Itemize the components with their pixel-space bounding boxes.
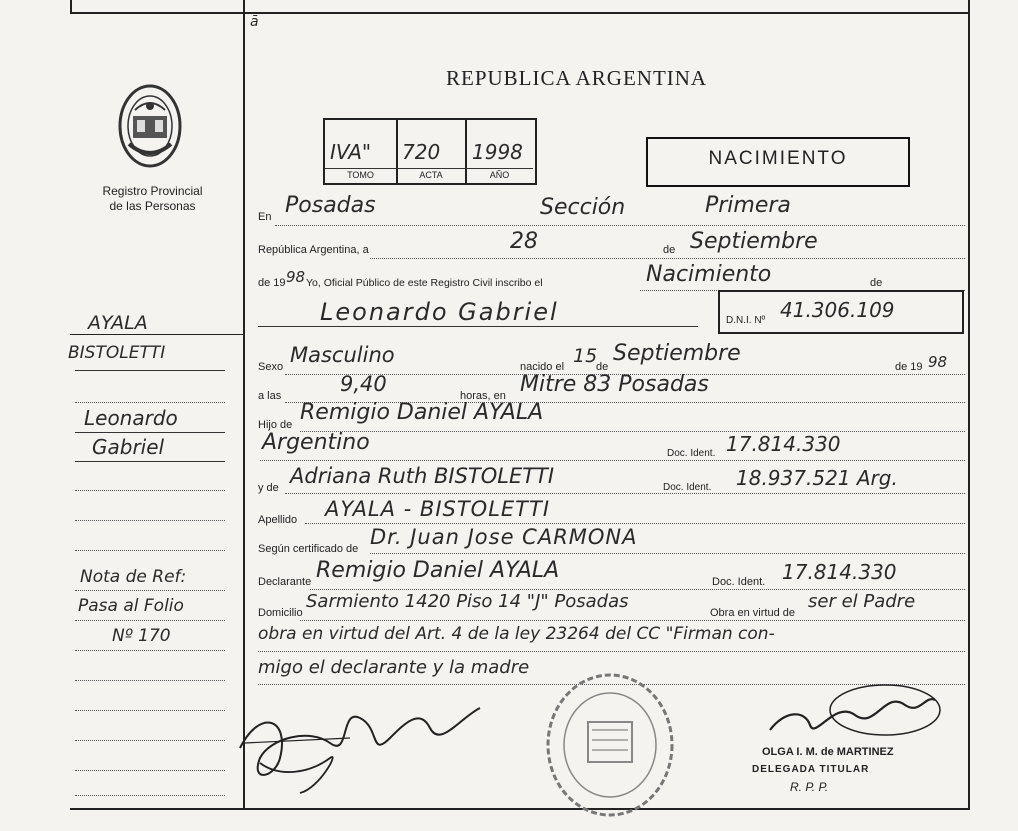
provincial-seal-icon bbox=[115, 82, 185, 170]
nacido-label: nacido el bbox=[520, 361, 565, 373]
ano-label: AÑO bbox=[489, 170, 510, 180]
republica-label: República Argentina, a bbox=[258, 244, 369, 256]
obra-label: Obra en virtud de bbox=[710, 607, 795, 619]
segun-label: Según certificado de bbox=[258, 543, 359, 555]
declarant-signature-icon bbox=[230, 688, 490, 798]
sexo-label: Sexo bbox=[258, 361, 284, 373]
event: Nacimiento bbox=[646, 262, 772, 287]
y-de-label: y de bbox=[258, 482, 279, 494]
birth-month: Septiembre bbox=[613, 341, 741, 366]
tomo-value: IVA" bbox=[330, 140, 372, 164]
hijo-label: Hijo de bbox=[258, 419, 293, 431]
officer-signature-icon bbox=[765, 680, 945, 750]
en-label: En bbox=[258, 211, 272, 223]
mother-name: Adriana Ruth BISTOLETTI bbox=[290, 464, 555, 488]
hour: 9,40 bbox=[340, 372, 387, 396]
section: Sección bbox=[540, 195, 626, 220]
officer-role: DELEGADA TITULAR bbox=[752, 764, 870, 775]
officer-office: R. P. P. bbox=[790, 780, 829, 794]
top-mark: ā bbox=[250, 14, 259, 30]
sexo-value: Masculino bbox=[290, 343, 395, 367]
record-type-label: NACIMIENTO bbox=[708, 148, 848, 169]
day: 28 bbox=[510, 229, 538, 254]
year-suffix: 98 bbox=[286, 268, 306, 286]
margin-given1: Leonardo bbox=[84, 406, 178, 430]
year-prefix: de 19 bbox=[258, 277, 286, 289]
registry-name: Registro Provincial de las Personas bbox=[102, 184, 203, 213]
declarante-doc: 17.814.330 bbox=[782, 560, 897, 584]
child-name: Leonardo Gabriel bbox=[320, 298, 559, 326]
father-doc-label: Doc. Ident. bbox=[667, 448, 716, 459]
mother-doc: 18.937.521 Arg. bbox=[736, 466, 898, 490]
tomo-label: TOMO bbox=[347, 170, 374, 180]
top-border bbox=[70, 12, 970, 14]
city: Posadas bbox=[285, 193, 376, 218]
apellido-label: Apellido bbox=[258, 514, 298, 526]
a-las-label: a las bbox=[258, 390, 282, 402]
officer-name: OLGA I. M. de MARTINEZ bbox=[762, 746, 894, 758]
birth-place: Mitre 83 Posadas bbox=[520, 372, 709, 397]
top-stub-line bbox=[70, 0, 72, 12]
country-title: REPUBLICA ARGENTINA bbox=[446, 66, 708, 90]
legal-note-line1: obra en virtud del Art. 4 de la ley 23264 del CC "Firman con- bbox=[258, 624, 775, 644]
acta-value: 720 bbox=[402, 140, 441, 164]
section-value: Primera bbox=[705, 193, 791, 218]
certificate-issuer: Dr. Juan Jose CARMONA bbox=[370, 525, 638, 549]
month: Septiembre bbox=[690, 229, 818, 254]
ano-value: 1998 bbox=[472, 140, 523, 164]
event-de-label: de bbox=[870, 277, 883, 289]
legal-note-line2: migo el declarante y la madre bbox=[258, 657, 530, 678]
horas-label: horas, en bbox=[460, 390, 506, 402]
domicilio-label: Domicilio bbox=[258, 607, 303, 619]
margin-surname1: AYALA bbox=[88, 312, 148, 334]
acta-label: ACTA bbox=[419, 170, 443, 180]
declarante-name: Remigio Daniel AYALA bbox=[316, 558, 560, 583]
domicilio-value: Sarmiento 1420 Piso 14 "J" Posadas bbox=[306, 591, 629, 612]
right-border bbox=[968, 0, 970, 810]
birth-de-label: de bbox=[596, 361, 609, 373]
bottom-border bbox=[70, 808, 970, 810]
birth-year-suffix: 98 bbox=[928, 353, 948, 371]
mother-doc-label: Doc. Ident. bbox=[663, 482, 712, 493]
margin-surname2: BISTOLETTI bbox=[68, 343, 166, 363]
margin-note1: Nota de Ref: bbox=[80, 567, 187, 587]
birth-day: 15 bbox=[573, 345, 598, 367]
father-doc: 17.814.330 bbox=[726, 432, 841, 456]
apellido-value: AYALA - BISTOLETTI bbox=[325, 497, 551, 521]
birth-year-prefix: de 19 bbox=[895, 361, 923, 373]
margin-note3: Nº 170 bbox=[112, 626, 171, 646]
father-nationality: Argentino bbox=[262, 430, 370, 455]
dni-label: D.N.I. Nº bbox=[726, 315, 766, 326]
margin-note2: Pasa al Folio bbox=[78, 596, 184, 616]
month-de-label: de bbox=[663, 244, 676, 256]
margin-given2: Gabriel bbox=[92, 435, 165, 459]
declarante-label: Declarante bbox=[258, 576, 312, 588]
yo-text: Yo, Oficial Público de este Registro Civil inscribo el bbox=[306, 277, 543, 289]
official-stamp-icon bbox=[540, 670, 680, 820]
father-name: Remigio Daniel AYALA bbox=[300, 400, 544, 425]
declarante-doc-label: Doc. Ident. bbox=[712, 576, 766, 588]
dni-value: 41.306.109 bbox=[780, 298, 895, 322]
obra-value: ser el Padre bbox=[808, 591, 916, 612]
